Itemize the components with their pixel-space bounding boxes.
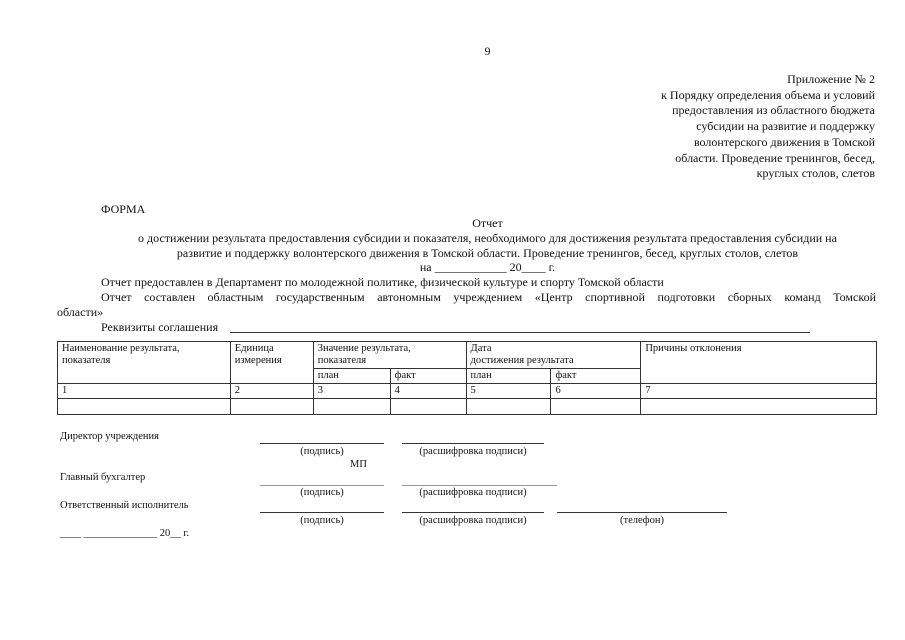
appendix-header [575, 72, 875, 182]
column-number: 1 [58, 384, 231, 399]
header-date [466, 342, 641, 369]
table-cell [58, 399, 231, 415]
table-cell [230, 399, 313, 415]
accountant-label: Главный бухгалтер [60, 472, 146, 483]
table-cell [466, 399, 551, 415]
column-number: 4 [390, 384, 466, 399]
table-row [58, 399, 877, 415]
form-label: ФОРМА [101, 202, 146, 216]
subheader-fact: факт [390, 369, 466, 384]
date-suffix: г. [548, 260, 556, 275]
header-unit-line: Единица [234, 343, 274, 354]
appendix-line: субсидии на развитие и поддержку [696, 119, 875, 134]
decode-caption: (расшифровка подписи) [419, 487, 527, 498]
director-label: Директор учреждения [60, 431, 159, 442]
date-prefix: на [419, 260, 432, 275]
compiled-by-cont: области» [57, 305, 104, 319]
appendix-line: области. Проведение тренингов, бесед, [675, 150, 875, 165]
accountant-decode-line [402, 485, 557, 486]
subheader-plan: план [466, 369, 551, 384]
subheader-fact: факт [551, 369, 641, 384]
table-cell [641, 399, 877, 415]
agreement-field [230, 332, 810, 333]
accountant-signature-line [260, 485, 384, 486]
submitted-to: Отчет предоставлен в Департамент по молодежной политике, физической культуре и спорту Томской области [101, 275, 664, 289]
table-cell [551, 399, 641, 415]
report-subtitle-line: о достижении результата предоставления субсидии и показателя, необходимого для достижения результата предоставления субсидии на [138, 231, 837, 245]
report-date-line [100, 260, 875, 275]
signature-caption: (подпись) [300, 515, 344, 526]
executor-signature-line [260, 512, 384, 513]
appendix-line: волонтерского движения в Томской [693, 134, 875, 149]
director-signature-line [260, 443, 384, 444]
subheader-plan: план [313, 369, 390, 384]
table-number-row [58, 384, 877, 399]
report-table [57, 341, 877, 415]
column-number: 2 [230, 384, 313, 399]
column-number: 3 [313, 384, 390, 399]
decode-caption: (расшифровка подписи) [419, 515, 527, 526]
compiled-by: Отчет составлен областным государственным автономным учреждением «Центр спортивной подготовки сборных команд Томской [101, 290, 876, 304]
bottom-date: ____ ______________ 20__ г. [60, 528, 190, 539]
table-header-row [58, 342, 877, 369]
report-subtitle [100, 231, 875, 275]
page-number: 9 [484, 44, 491, 58]
signature-caption: (подпись) [300, 446, 344, 457]
column-number: 7 [641, 384, 877, 399]
appendix-line: Приложение № 2 [787, 72, 875, 86]
appendix-line: к Порядку определения объема и условий [661, 87, 875, 102]
table-cell [313, 399, 390, 415]
table-cell [390, 399, 466, 415]
executor-phone-line [557, 512, 727, 513]
header-unit [230, 342, 313, 384]
header-name: Наименование результата, показателя [58, 342, 231, 384]
report-subtitle-line: развитие и поддержку волонтерского движения в Томской области. Проведение тренингов, бесед, круглых столов, слетов [176, 245, 799, 260]
appendix-line: предоставления из областного бюджета [672, 103, 875, 118]
header-value: Значение результата, показателя [313, 342, 466, 369]
header-date-line: Дата [470, 343, 492, 354]
date-blank: ____________ [434, 260, 507, 275]
director-decode-line [402, 443, 544, 444]
header-reasons: Причины отклонения [641, 342, 877, 384]
signature-caption: (подпись) [300, 487, 344, 498]
report-title: Отчет [472, 216, 503, 230]
appendix-line: круглых столов, слетов [756, 166, 875, 181]
phone-caption: (телефон) [620, 515, 664, 526]
stamp-label: МП [350, 459, 367, 470]
header-unit-line: измерения [234, 355, 282, 366]
header-date-line: достижения результата [470, 355, 574, 366]
decode-caption: (расшифровка подписи) [419, 446, 527, 457]
column-number: 5 [466, 384, 551, 399]
agreement-label: Реквизиты соглашения [101, 320, 219, 334]
executor-label: Ответственный исполнитель [60, 500, 189, 511]
column-number: 6 [551, 384, 641, 399]
date-year: 20____ [509, 260, 546, 275]
executor-decode-line [402, 512, 544, 513]
